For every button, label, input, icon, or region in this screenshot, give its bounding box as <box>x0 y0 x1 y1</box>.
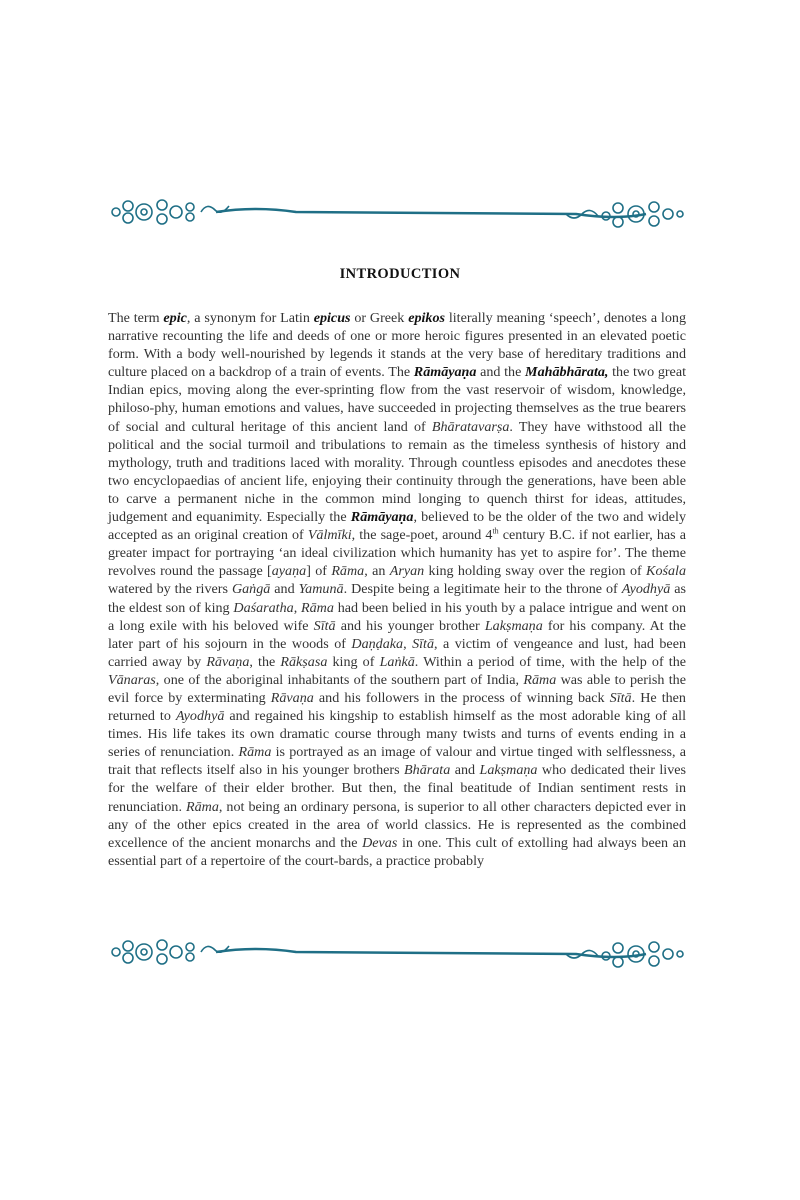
term-epic: epic <box>163 310 187 326</box>
text-run: century B.C. if not earlier, has a greater impact for portraying ‘an ideal civilization which humanity has yet to aspire for’. The theme revolves round the passage [ <box>108 527 686 580</box>
term-devas: Devas <box>362 834 398 851</box>
term-yamuna: Yamunā <box>298 581 344 598</box>
term-laksmana1: Lakṣmaṇa <box>484 617 543 634</box>
text-run: and his younger brother <box>335 617 485 634</box>
term-sita3: Sītā <box>609 689 632 706</box>
term-bharatavarsa: Bhāratavarṣa <box>431 418 510 435</box>
text-run: , a victim of vengeance and lust, had been carried away by <box>108 635 686 670</box>
term-dasaratha: Daśaratha <box>233 599 294 616</box>
text-run: The term <box>108 310 164 326</box>
term-rama2: Rāma <box>301 599 334 616</box>
term-ganga: Gaṅgā <box>231 581 271 598</box>
scroll-ornament-icon <box>106 932 686 972</box>
text-run: and regained his kingship to establish himself as the most adorable king of all times. His life takes its own dramatic course through many twists and turns of events ending in a series of renunciation. <box>108 708 686 761</box>
term-dandaka: Daṇḍaka <box>351 635 404 652</box>
term-rama4: Rāma <box>238 744 272 761</box>
term-kosala: Kośala <box>646 563 686 580</box>
term-ayana: ayaṇa <box>271 563 307 580</box>
text-run: the two great Indian epics, moving along the ever-sprinting flow from the vast reservoir of wisdom, knowledge, philoso-phy, human emotions and values, have succeeded in projecting themselves as the true bearers of social and cultural heritage of this ancient land of <box>108 364 686 435</box>
text-run: watered by the rivers <box>108 581 232 598</box>
text-run: was able to perish the evil force by exterminating <box>108 671 686 706</box>
term-epicus: epicus <box>313 310 351 326</box>
text-run: ] of <box>306 563 332 580</box>
text-run: and <box>450 762 480 779</box>
term-laksmana2: Lakṣmaṇa <box>479 762 538 779</box>
term-sita1: Sītā <box>313 617 336 634</box>
text-run: and <box>270 581 299 598</box>
term-raksasa: Rākṣasa <box>280 653 328 670</box>
text-run: , <box>293 599 302 616</box>
text-run: in one. This cult of extolling had always been an essential part of a repertoire of the court-bards, a practice probably <box>108 834 686 869</box>
term-ayodhya1: Ayodhyā <box>621 581 671 598</box>
term-epikos: epikos <box>408 310 445 326</box>
intro-paragraph <box>108 309 686 870</box>
term-lanka: Laṅkā <box>379 653 415 670</box>
term-rama5: Rāma <box>185 798 219 815</box>
term-mahabharata: Mahābhārata, <box>525 364 609 381</box>
text-run: as the eldest son of king <box>108 581 686 616</box>
text-run: is portrayed as an image of valour and virtue tinged with selflessness, a trait that reflects itself also in his younger brothers <box>108 744 686 779</box>
text-run: , an <box>364 563 390 580</box>
text-run: , the <box>249 653 281 670</box>
text-run: had been belied in his youth by a palace intrigue and went on a long exile with his beloved wife <box>108 599 687 634</box>
text-run: who dedicated their lives for the welfare of their elder brother. But then, the final beatitude of Indian sentiment rests in renunciation. <box>108 762 686 815</box>
text-run: , <box>403 635 413 652</box>
page-title: INTRODUCTION <box>339 266 461 282</box>
term-valmiki: Vālmīki <box>307 527 352 544</box>
text-run: , a synonym for Latin <box>186 310 314 326</box>
bottom-ornament-divider <box>106 932 686 972</box>
term-ramayana2: Rāmāyaṇa <box>350 509 414 526</box>
text-run: king of <box>327 653 380 670</box>
text-run: for his company. At the later part of his sojourn in the woods of <box>108 617 686 652</box>
text-run: literally meaning ‘speech’, denotes a long narrative recounting the life and deeds of one or more heroic figures presented in an elevated poetic form. With a body well-nourished by legends it stands at the very base of hereditary traditions and culture placed on a backdrop of a train of events. The <box>108 310 686 381</box>
text-run: th <box>492 526 499 536</box>
text-run: and his followers in the process of winning back <box>313 689 610 706</box>
text-run: , not being an ordinary persona, is superior to all other characters depicted ever in any of the other epics created in the area of world classics. He is represented as the combined excellence of the ancient monarchs and the <box>108 798 686 851</box>
text-run: , one of the aboriginal inhabitants of the southern part of India, <box>155 671 524 688</box>
term-ayodhya2: Ayodhyā <box>175 708 225 725</box>
term-ravana2: Rāvaṇa <box>270 689 314 706</box>
text-run: . Despite being a legitimate heir to the throne of <box>343 581 622 598</box>
text-run: . Within a period of time, with the help of the <box>414 653 686 670</box>
text-run: or Greek <box>350 310 409 326</box>
scroll-ornament-icon <box>106 192 686 232</box>
text-run: . They have withstood all the political and the social turmoil and tribulations to remain as the timeless synthesis of history and mythology, truth and traditions laced with morality. Through countless episodes and anecdotes these two encyclopaedias of ancient life, enjoying their continuity through the generations, have been able to carve a permanent niche in the common mind longing to quench thirst for ideas, attitudes, judgement and equanimity. Especially the <box>108 418 686 526</box>
term-aryan: Aryan <box>389 563 425 580</box>
text-run: , believed to be the older of the two and widely accepted as an original creation of <box>108 509 686 544</box>
term-vanaras: Vānaras <box>108 671 156 688</box>
intro-text <box>108 309 686 870</box>
term-sita2: Sītā <box>412 635 435 652</box>
term-ramayana1: Rāmāyaṇa <box>413 364 477 381</box>
text-run: king holding sway over the region of <box>424 563 647 580</box>
top-ornament-divider <box>106 192 686 232</box>
text-run: and the <box>476 364 526 381</box>
text-run: . He then returned to <box>108 689 686 725</box>
term-rama1: Rāma <box>331 563 365 580</box>
text-run: , the sage-poet, around 4 <box>351 527 493 544</box>
term-ravana1: Rāvaṇa <box>206 653 250 670</box>
term-bharata: Bhārata <box>404 762 451 779</box>
term-rama3: Rāma <box>523 671 557 688</box>
